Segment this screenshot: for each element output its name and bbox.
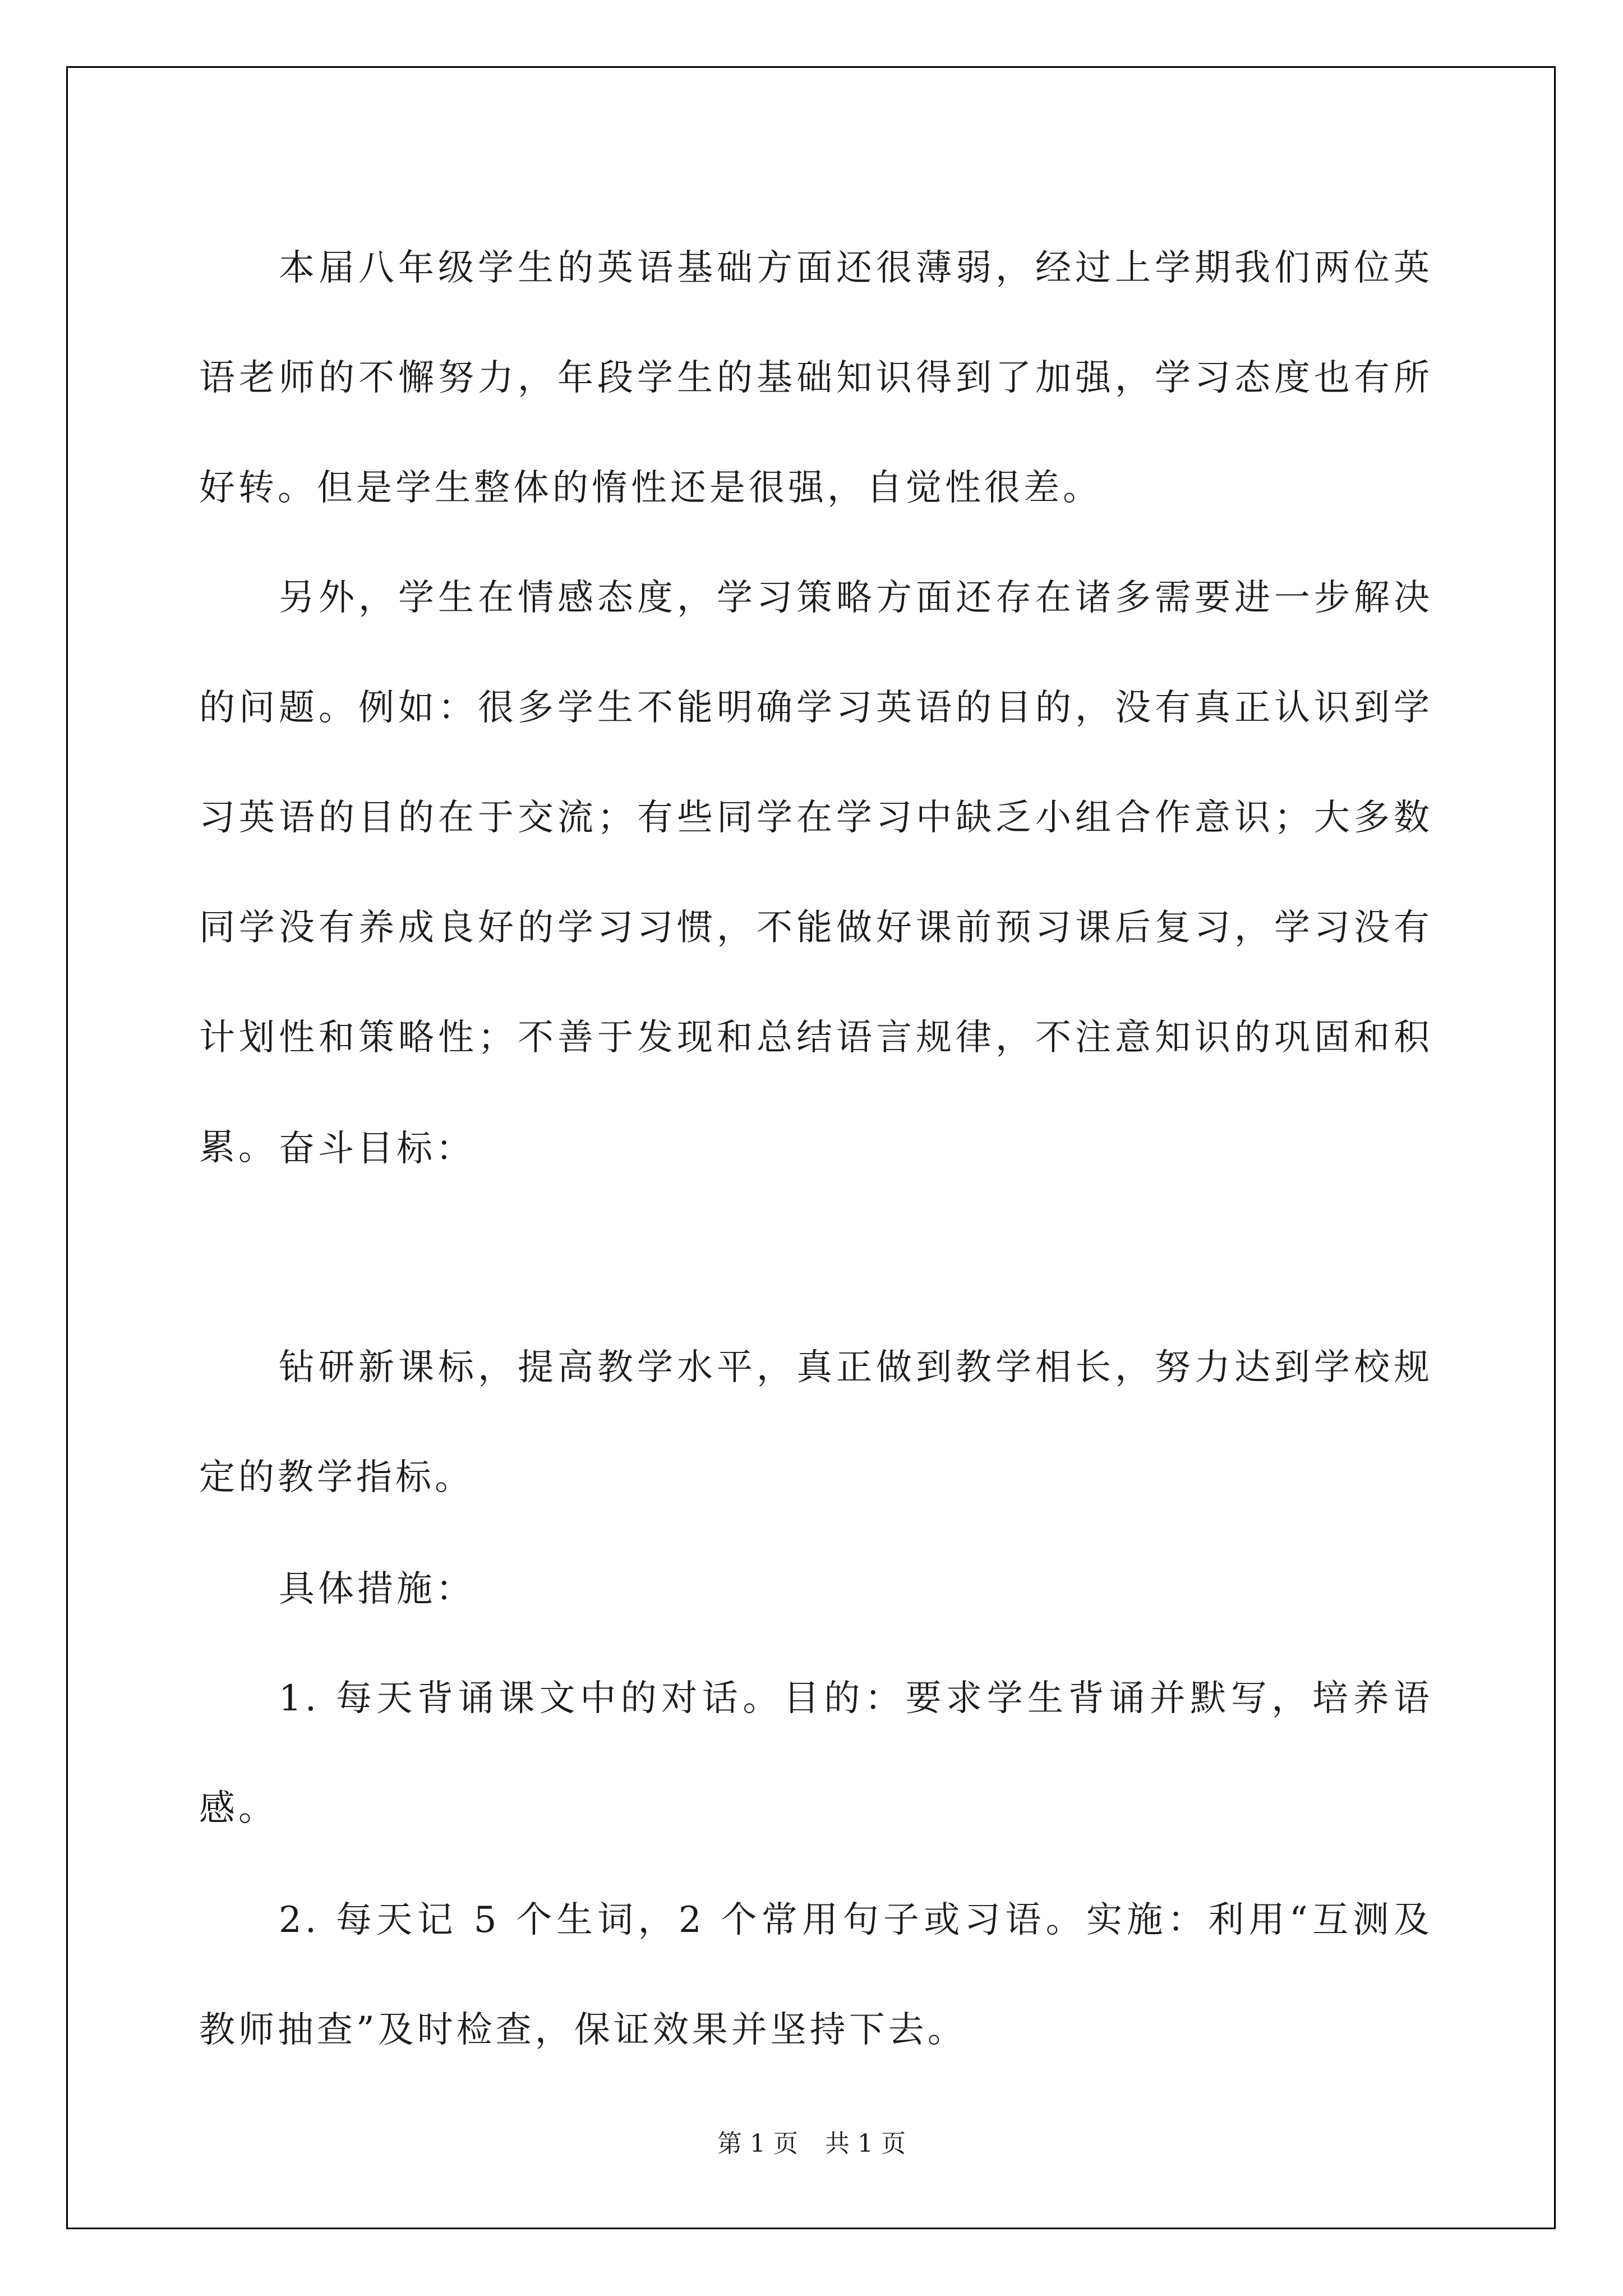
list-item-measure-2: 2. 每天记 5 个生词，2 个常用句子或习语。实施：利用“互测及教师抽查”及时检查，保证效果并坚持下去。 [199,1899,1433,2051]
paragraph-learning-problems: 另外，学生在情感态度，学习策略方面还存在诸多需要进一步解决的问题。例如：很多学生不能明确学习英语的目的，没有真正认识到学习英语的目的在于交流；有些同学在学习中缺乏小组合作意识；大多数同学没有养成良好的学习习惯，不能做好课前预习课后复习，学习没有计划性和策略性；不善于发现和总结语言规律，不注意知识的巩固和积累。 [199,577,1433,1168]
list-item-measure-1: 1. 每天背诵课文中的对话。目的：要求学生背诵并默写，培养语感。 [199,1678,1433,1829]
heading-measures: 具体措施： [279,1568,475,1610]
paragraph-goals: 钻研新课标，提高教学水平，真正做到教学相长，努力达到学校规定的教学指标。 [199,1347,1433,1498]
page-footer [0,2123,1623,2159]
paragraph-student-foundation: 本届八年级学生的英语基础方面还很薄弱，经过上学期我们两位英语老师的不懈努力，年段学生的基础知识得到了加强，学习态度也有所好转。但是学生整体的惰性还是很强，自觉性很差。 [199,247,1433,509]
page-number: 第 1 页 [717,2129,798,2158]
heading-goals: 奋斗目标： [279,1128,475,1170]
page-total: 共 1 页 [825,2129,906,2158]
